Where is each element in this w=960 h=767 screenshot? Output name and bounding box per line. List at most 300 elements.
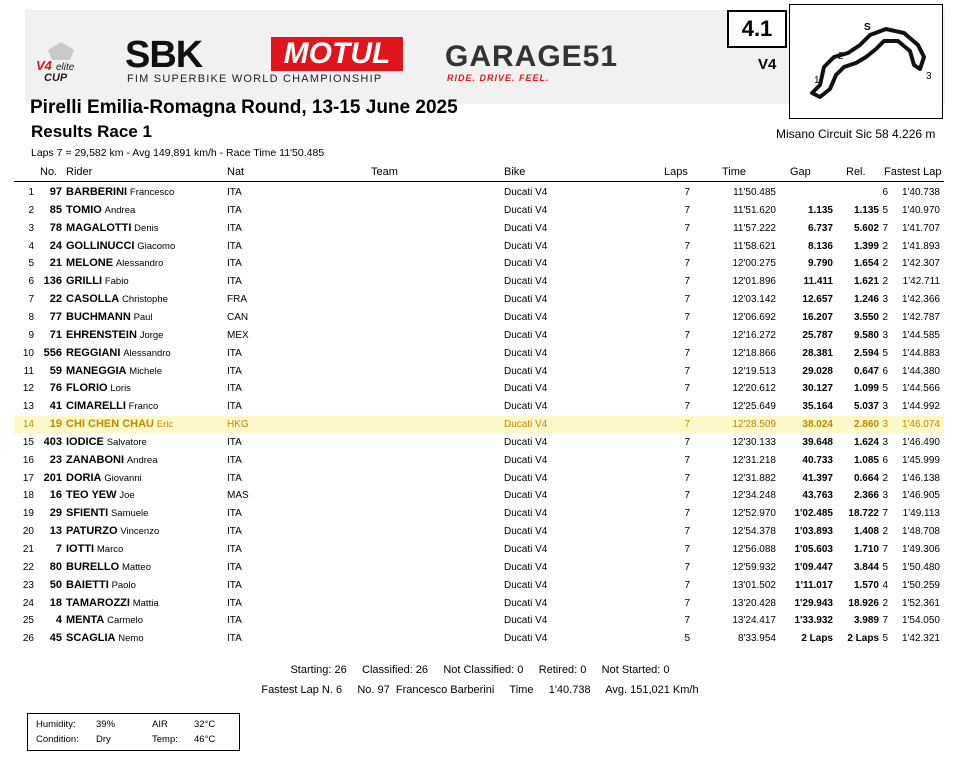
temp-value: 46°C bbox=[194, 734, 216, 745]
row-position: 26 bbox=[22, 633, 34, 645]
laps: 7 bbox=[684, 329, 690, 341]
table-row bbox=[14, 416, 944, 433]
nationality: ITA bbox=[227, 222, 242, 234]
col-time: Time bbox=[722, 166, 747, 178]
motul-wordmark: MOTUL bbox=[271, 37, 403, 71]
fastest-lap-time: 1'46.490 bbox=[901, 436, 940, 448]
race-time: 12'19.513 bbox=[732, 365, 776, 377]
air-value: 32°C bbox=[194, 719, 216, 730]
fastest-lap-summary: Fastest Lap N. 6 No. 97 Francesco Barberini Time 1'40.738 Avg. 151,021 Km/h bbox=[261, 684, 699, 696]
relative-gap: 5.602 bbox=[853, 222, 879, 234]
gap: 11.411 bbox=[803, 276, 833, 288]
header-divider bbox=[14, 181, 944, 182]
rider-name bbox=[66, 327, 163, 344]
laps: 7 bbox=[684, 204, 690, 216]
sbk-wordmark: SBK bbox=[125, 34, 203, 76]
relative-gap: 1.099 bbox=[853, 383, 879, 395]
row-position: 24 bbox=[22, 597, 34, 609]
rider-name bbox=[66, 273, 129, 290]
condition-value: Dry bbox=[96, 734, 111, 745]
rider-first-name: Vincenzo bbox=[120, 526, 160, 538]
nationality: ITA bbox=[227, 204, 242, 216]
race-time: 13'24.417 bbox=[732, 615, 776, 627]
fastest-lap-time: 1'50.259 bbox=[901, 579, 940, 591]
laps: 7 bbox=[684, 490, 690, 502]
air-label: AIR bbox=[152, 719, 168, 730]
rider-first-name: Alessandro bbox=[115, 258, 164, 270]
relative-gap: 9.580 bbox=[853, 329, 879, 341]
rider-first-name: Andrea bbox=[104, 204, 136, 216]
row-position: 21 bbox=[22, 544, 34, 555]
race-time: 12'00.275 bbox=[732, 258, 776, 270]
table-row bbox=[14, 327, 944, 344]
gap: 1'05.603 bbox=[794, 544, 833, 555]
nationality: MAS bbox=[227, 490, 249, 502]
fastest-lap-number: 3 bbox=[882, 401, 888, 413]
rider-first-name: Jorge bbox=[139, 329, 164, 341]
rider-surname: IOTTI bbox=[66, 543, 95, 555]
rider-surname: SCAGLIA bbox=[66, 632, 116, 645]
rider-name bbox=[66, 309, 153, 326]
rider-first-name: Andrea bbox=[126, 454, 158, 466]
garage51-logo bbox=[445, 40, 635, 85]
rider-name bbox=[66, 202, 135, 219]
bike: Ducati V4 bbox=[504, 561, 548, 573]
fastest-lap-number: 2 bbox=[882, 240, 888, 252]
fastest-lap-number: 3 bbox=[882, 436, 888, 448]
nationality: ITA bbox=[227, 365, 242, 377]
fastest-lap-time: 1'46.138 bbox=[901, 472, 940, 484]
row-position: 20 bbox=[22, 526, 34, 538]
race-time: 12'34.248 bbox=[732, 490, 776, 502]
relative-gap: 1.621 bbox=[853, 276, 879, 288]
bike: Ducati V4 bbox=[504, 276, 548, 288]
rider-name bbox=[66, 452, 157, 469]
fastest-lap-time: 1'44.380 bbox=[901, 365, 940, 377]
gap: 1'03.893 bbox=[794, 526, 833, 538]
fastest-lap-time: 1'48.708 bbox=[901, 526, 940, 538]
laps: 7 bbox=[684, 579, 690, 591]
fastest-lap-time: 1'45.999 bbox=[901, 454, 940, 466]
rider-surname: REGGIANI bbox=[66, 346, 121, 359]
nationality: ITA bbox=[227, 526, 242, 538]
relative-gap: 2 Laps bbox=[847, 633, 879, 645]
gap: 1'02.485 bbox=[794, 508, 833, 520]
circuit-info: Misano Circuit Sic 58 4.226 m bbox=[776, 127, 936, 141]
table-row bbox=[14, 238, 944, 255]
bike: Ducati V4 bbox=[504, 240, 548, 252]
gap: 1'09.447 bbox=[794, 561, 833, 573]
fastest-lap-number: 2 bbox=[882, 597, 888, 609]
row-position: 1 bbox=[28, 187, 34, 198]
bike: Ducati V4 bbox=[504, 383, 548, 395]
fastest-lap-time: 1'40.970 bbox=[901, 204, 940, 216]
rider-number: 18 bbox=[49, 596, 62, 609]
track-label-1: 1 bbox=[814, 75, 820, 86]
bike: Ducati V4 bbox=[504, 579, 548, 591]
humidity-value: 39% bbox=[96, 719, 116, 730]
row-position: 17 bbox=[22, 472, 34, 484]
rider-surname: CASOLLA bbox=[66, 293, 120, 306]
relative-gap: 3.989 bbox=[853, 615, 879, 627]
fastest-lap-time: 1'54.050 bbox=[901, 615, 940, 627]
bike: Ducati V4 bbox=[504, 329, 548, 341]
race-time: 11'50.485 bbox=[733, 187, 776, 198]
laps: 7 bbox=[684, 436, 690, 448]
relative-gap: 1.085 bbox=[853, 454, 879, 466]
garage51-wordmark: GARAGE51 bbox=[445, 40, 619, 73]
rider-number: 45 bbox=[49, 632, 62, 645]
rider-number: 201 bbox=[43, 471, 62, 484]
table-row bbox=[14, 434, 944, 451]
rider-number: 29 bbox=[49, 507, 62, 520]
race-time: 12'59.932 bbox=[732, 561, 776, 573]
race-time: 12'03.142 bbox=[732, 294, 776, 306]
laps: 7 bbox=[684, 258, 690, 270]
nationality: ITA bbox=[227, 472, 242, 484]
relative-gap: 1.408 bbox=[853, 526, 879, 538]
col-gap: Gap bbox=[790, 166, 811, 178]
table-row bbox=[14, 202, 944, 219]
rider-first-name: Marco bbox=[96, 544, 124, 555]
rider-surname: BURELLO bbox=[66, 560, 120, 573]
gap: 43.763 bbox=[802, 490, 833, 502]
laps: 7 bbox=[684, 401, 690, 413]
bike: Ducati V4 bbox=[504, 187, 548, 198]
row-position: 13 bbox=[22, 401, 34, 413]
bike: Ducati V4 bbox=[504, 311, 548, 323]
bike: Ducati V4 bbox=[504, 222, 548, 234]
fastest-lap-time: 1'42.787 bbox=[901, 311, 940, 323]
track-label-start: S bbox=[864, 22, 871, 33]
sbk-subtitle: FIM SUPERBIKE WORLD CHAMPIONSHIP bbox=[127, 73, 383, 85]
nationality: ITA bbox=[227, 579, 242, 591]
race-class-label: V4 bbox=[758, 56, 777, 73]
rider-surname: MANEGGIA bbox=[66, 364, 127, 377]
relative-gap: 1.246 bbox=[853, 294, 879, 306]
rider-name bbox=[66, 470, 142, 487]
laps: 7 bbox=[684, 615, 690, 627]
fastest-lap-time: 1'42.711 bbox=[902, 276, 940, 288]
rider-number: 97 bbox=[49, 186, 62, 198]
fastest-lap-number: 3 bbox=[882, 329, 888, 341]
race-time: 12'20.612 bbox=[732, 383, 776, 395]
v4-elite-cup-logo bbox=[30, 40, 92, 84]
bike: Ducati V4 bbox=[504, 508, 548, 520]
col-nat: Nat bbox=[227, 166, 245, 178]
gap: 16.207 bbox=[802, 311, 833, 323]
table-row bbox=[14, 577, 944, 594]
rider-name bbox=[66, 220, 158, 237]
nationality: MEX bbox=[227, 329, 249, 341]
fastest-lap-time: 1'52.361 bbox=[901, 597, 940, 609]
rider-number: 41 bbox=[49, 400, 62, 413]
nationality: ITA bbox=[227, 187, 242, 198]
rider-name bbox=[66, 612, 143, 629]
rider-surname: MAGALOTTI bbox=[66, 221, 132, 234]
rider-surname: SFIENTI bbox=[66, 507, 109, 520]
rider-name bbox=[66, 255, 163, 272]
gap: 6.737 bbox=[807, 222, 833, 234]
rider-first-name: Mattia bbox=[132, 597, 159, 609]
relative-gap: 18.722 bbox=[848, 508, 879, 520]
gap: 29.028 bbox=[802, 365, 833, 377]
rider-name bbox=[66, 595, 159, 612]
bike: Ducati V4 bbox=[504, 365, 548, 377]
fastest-lap-time: 1'49.113 bbox=[902, 508, 940, 520]
laps: 7 bbox=[684, 222, 690, 234]
fastest-lap-time: 1'42.307 bbox=[901, 258, 940, 270]
rider-first-name: Nemo bbox=[118, 633, 144, 645]
rider-surname: TAMAROZZI bbox=[66, 596, 130, 609]
laps: 7 bbox=[684, 526, 690, 538]
laps: 5 bbox=[684, 633, 690, 645]
rider-number: 22 bbox=[49, 293, 62, 306]
gap: 41.397 bbox=[802, 472, 833, 484]
rider-name bbox=[66, 487, 135, 504]
row-position: 18 bbox=[22, 490, 34, 502]
gap: 30.127 bbox=[802, 383, 833, 395]
rider-number: 78 bbox=[49, 221, 62, 234]
rider-first-name: Eric bbox=[156, 419, 174, 431]
laps: 7 bbox=[684, 454, 690, 466]
race-time: 12'18.866 bbox=[732, 347, 776, 359]
relative-gap: 3.844 bbox=[853, 561, 879, 573]
relative-gap: 18.926 bbox=[848, 597, 879, 609]
row-position: 8 bbox=[28, 311, 34, 323]
rider-number: 21 bbox=[49, 257, 62, 270]
rider-first-name: Franco bbox=[128, 401, 159, 413]
gap: 9.790 bbox=[807, 258, 833, 270]
rider-number: 85 bbox=[49, 203, 62, 216]
row-position: 4 bbox=[28, 240, 34, 252]
relative-gap: 5.037 bbox=[853, 401, 879, 413]
gap: 1'11.017 bbox=[795, 579, 833, 591]
rider-name bbox=[66, 541, 123, 558]
table-header bbox=[14, 166, 944, 182]
gap: 35.164 bbox=[802, 401, 833, 413]
fastest-lap-number: 7 bbox=[882, 615, 888, 627]
nationality: ITA bbox=[227, 597, 242, 609]
rider-first-name: Christophe bbox=[121, 294, 168, 306]
row-position: 16 bbox=[22, 454, 34, 466]
row-position: 11 bbox=[23, 365, 34, 377]
nationality: ITA bbox=[227, 436, 242, 448]
sbk-motul-logo bbox=[125, 35, 405, 85]
nationality: ITA bbox=[227, 561, 242, 573]
fastest-lap-number: 5 bbox=[882, 347, 888, 359]
rider-number: 16 bbox=[49, 489, 62, 502]
rider-number: 59 bbox=[49, 364, 62, 377]
temp-label: Temp: bbox=[152, 734, 178, 745]
fastest-lap-time: 1'44.585 bbox=[901, 329, 940, 341]
row-position: 6 bbox=[28, 276, 34, 288]
bike: Ducati V4 bbox=[504, 401, 548, 413]
rider-number: 13 bbox=[49, 525, 62, 538]
rider-first-name: Michele bbox=[129, 365, 163, 377]
fastest-lap-number: 7 bbox=[882, 508, 888, 520]
row-position: 23 bbox=[22, 579, 34, 591]
fastest-lap-time: 1'44.883 bbox=[901, 347, 940, 359]
fastest-lap-time: 1'44.992 bbox=[901, 401, 940, 413]
rider-number: 76 bbox=[49, 382, 62, 395]
fastest-lap-number: 7 bbox=[882, 544, 888, 555]
col-no: No. bbox=[40, 166, 58, 178]
table-row bbox=[14, 612, 944, 629]
laps: 7 bbox=[684, 597, 690, 609]
bike: Ducati V4 bbox=[504, 490, 548, 502]
relative-gap: 3.550 bbox=[853, 311, 879, 323]
table-row bbox=[14, 380, 944, 397]
rider-number: 23 bbox=[49, 453, 62, 466]
fastest-lap-time: 1'46.074 bbox=[901, 419, 940, 431]
rider-first-name: Joe bbox=[119, 490, 135, 502]
relative-gap: 2.860 bbox=[853, 419, 879, 431]
table-row bbox=[14, 291, 944, 308]
nationality: ITA bbox=[227, 508, 242, 520]
rider-first-name: Matteo bbox=[121, 561, 151, 573]
rider-surname: PATURZO bbox=[66, 525, 118, 538]
gap: 28.381 bbox=[802, 347, 833, 359]
fastest-lap-time: 1'44.566 bbox=[901, 383, 940, 395]
relative-gap: 0.647 bbox=[853, 365, 879, 377]
table-row bbox=[14, 309, 944, 326]
fastest-lap-number: 5 bbox=[882, 633, 888, 645]
nationality: CAN bbox=[227, 311, 249, 323]
rider-number: 19 bbox=[49, 418, 62, 431]
laps: 7 bbox=[684, 472, 690, 484]
gap: 38.024 bbox=[802, 419, 833, 431]
row-position: 25 bbox=[22, 615, 34, 627]
svg-text:V4: V4 bbox=[36, 58, 52, 73]
bike: Ducati V4 bbox=[504, 526, 548, 538]
relative-gap: 1.399 bbox=[853, 240, 879, 252]
entry-statistics: Starting: 26 Classified: 26 Not Classified: 0 Retired: 0 Not Started: 0 bbox=[290, 664, 670, 676]
col-bike: Bike bbox=[504, 166, 526, 178]
race-time: 12'01.896 bbox=[732, 276, 776, 288]
col-rel: Rel. bbox=[846, 166, 866, 178]
svg-text:elite: elite bbox=[56, 62, 75, 73]
nationality: HKG bbox=[227, 419, 249, 431]
table-row bbox=[14, 523, 944, 540]
bike: Ducati V4 bbox=[504, 454, 548, 466]
rider-name bbox=[66, 630, 144, 647]
table-row bbox=[14, 363, 944, 380]
gap: 1'33.932 bbox=[794, 615, 833, 627]
col-laps: Laps bbox=[664, 166, 688, 178]
race-time: 12'25.649 bbox=[732, 401, 776, 413]
rider-name bbox=[66, 238, 175, 255]
rider-name bbox=[66, 523, 159, 540]
fastest-lap-number: 2 bbox=[882, 258, 888, 270]
row-position: 15 bbox=[22, 436, 34, 448]
race-time: 12'52.970 bbox=[732, 508, 776, 520]
table-row bbox=[14, 470, 944, 487]
fastest-lap-time: 1'50.480 bbox=[901, 561, 940, 573]
fastest-lap-number: 2 bbox=[882, 526, 888, 538]
bike: Ducati V4 bbox=[504, 597, 548, 609]
fastest-lap-time: 1'40.738 bbox=[901, 187, 940, 198]
rider-first-name: Loris bbox=[110, 383, 131, 395]
table-row bbox=[14, 345, 944, 362]
nationality: ITA bbox=[227, 615, 242, 627]
rider-name bbox=[66, 398, 158, 415]
fastest-lap-number: 3 bbox=[882, 490, 888, 502]
col-fastest-lap: Fastest Lap bbox=[884, 166, 942, 178]
nationality: ITA bbox=[227, 347, 242, 359]
rider-name bbox=[66, 291, 168, 308]
fastest-lap-number: 6 bbox=[882, 454, 888, 466]
laps: 7 bbox=[684, 383, 690, 395]
bike: Ducati V4 bbox=[504, 633, 548, 645]
laps: 7 bbox=[684, 276, 690, 288]
rider-number: 403 bbox=[43, 435, 62, 448]
fastest-lap-number: 6 bbox=[882, 365, 888, 377]
laps: 7 bbox=[684, 544, 690, 555]
nationality: FRA bbox=[227, 294, 247, 306]
fastest-lap-time: 1'49.306 bbox=[901, 544, 940, 555]
rider-first-name: Denis bbox=[134, 222, 159, 234]
bike: Ducati V4 bbox=[504, 258, 548, 270]
rider-number: 7 bbox=[55, 543, 62, 555]
relative-gap: 1.710 bbox=[853, 544, 879, 555]
relative-gap: 1.654 bbox=[853, 258, 879, 270]
race-time: 12'30.133 bbox=[732, 436, 776, 448]
row-position: 14 bbox=[22, 419, 34, 431]
nationality: ITA bbox=[227, 633, 242, 645]
humidity-label: Humidity: bbox=[36, 719, 76, 730]
rider-number: 50 bbox=[49, 578, 62, 591]
gap: 1.135 bbox=[807, 204, 833, 216]
fastest-lap-number: 5 bbox=[882, 204, 888, 216]
rider-first-name: Salvatore bbox=[106, 436, 147, 448]
rider-surname: EHRENSTEIN bbox=[66, 328, 137, 341]
row-position: 10 bbox=[22, 347, 34, 359]
rider-name bbox=[66, 345, 171, 362]
svg-text:CUP: CUP bbox=[44, 72, 68, 84]
fastest-lap-number: 2 bbox=[882, 472, 888, 484]
race-time: 12'56.088 bbox=[732, 544, 776, 555]
rider-surname: BAIETTI bbox=[66, 578, 109, 591]
rider-first-name: Carmelo bbox=[107, 615, 143, 627]
rider-first-name: Paolo bbox=[111, 579, 136, 591]
nationality: ITA bbox=[227, 276, 242, 288]
results-title: Results Race 1 bbox=[31, 122, 152, 141]
row-position: 22 bbox=[22, 561, 34, 573]
weather-conditions-box bbox=[27, 713, 240, 751]
race-time: 11'51.620 bbox=[733, 204, 776, 216]
row-position: 12 bbox=[22, 383, 34, 395]
rider-surname: TOMIO bbox=[66, 203, 102, 216]
fastest-lap-number: 6 bbox=[882, 187, 888, 198]
rider-first-name: Giacomo bbox=[137, 240, 176, 252]
rider-surname: FLORIO bbox=[66, 382, 108, 395]
bike: Ducati V4 bbox=[504, 419, 548, 431]
rider-surname: CIMARELLI bbox=[66, 400, 126, 413]
race-time: 13'20.428 bbox=[732, 597, 776, 609]
bike: Ducati V4 bbox=[504, 436, 548, 448]
rider-surname: MENTA bbox=[66, 614, 105, 627]
race-time: 12'54.378 bbox=[732, 526, 776, 538]
rider-number: 136 bbox=[43, 275, 62, 288]
table-row bbox=[14, 184, 944, 201]
bike: Ducati V4 bbox=[504, 615, 548, 627]
gap: 25.787 bbox=[802, 329, 833, 341]
bike: Ducati V4 bbox=[504, 544, 548, 555]
garage51-tagline: RIDE. DRIVE. FEEL. bbox=[447, 73, 550, 83]
fastest-lap-number: 4 bbox=[882, 579, 888, 591]
rider-name bbox=[66, 505, 148, 522]
